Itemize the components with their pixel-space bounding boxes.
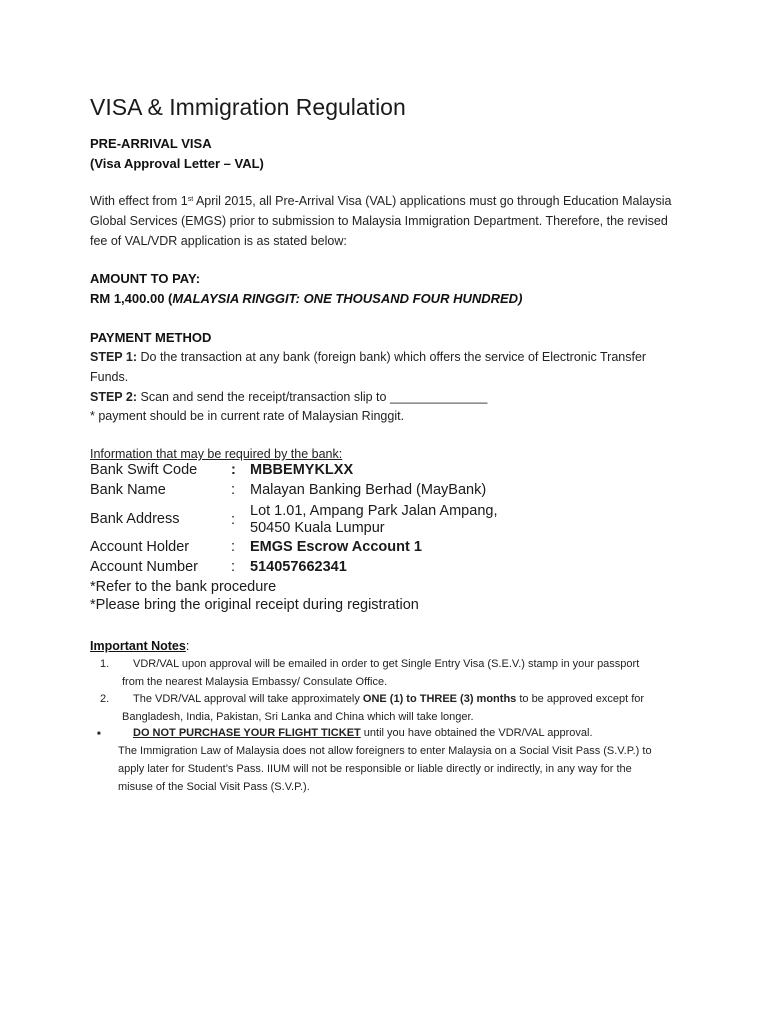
amount-value: RM 1,400.00 (MALAYSIA RINGGIT: ONE THOUSAND FOUR HUNDRED) (90, 291, 523, 306)
ordinal-suffix: st (187, 196, 194, 203)
step-2: STEP 2: Scan and send the receipt/transaction slip to ______________ (90, 390, 488, 404)
bullet-icon: ■ (97, 731, 101, 737)
intro-line-2: Global Services (EMGS) prior to submission to Malaysia Immigration Department. Therefore, the revised (90, 214, 668, 228)
intro-line-3: fee of VAL/VDR application is as stated below: (90, 234, 347, 248)
page-title: VISA & Immigration Regulation (90, 94, 406, 120)
bank-refer-note: *Refer to the bank procedure (90, 579, 277, 595)
pre-arrival-subheading: (Visa Approval Letter – VAL) (90, 156, 264, 171)
payment-note: * payment should be in current rate of Malaysian Ringgit. (90, 409, 405, 423)
amount-heading: AMOUNT TO PAY: (90, 271, 201, 286)
payment-heading: PAYMENT METHOD (90, 330, 212, 345)
important-notes-heading: Important Notes: (90, 639, 190, 653)
step-1-continued: Funds. (90, 370, 129, 384)
step-1: STEP 1: Do the transaction at any bank (foreign bank) which offers the service of Electronic Transfer (90, 350, 647, 364)
intro-line-1: With effect from 1st April 2015, all Pre-Arrival Visa (VAL) applications must go through Education Malaysia (90, 194, 672, 208)
bank-bring-note: *Please bring the original receipt during registration (90, 597, 419, 613)
important-notes-list: 1. VDR/VAL upon approval will be emailed in order to get Single Entry Visa (S.E.V.) stamp in your passport from the nearest Malaysia Embassy/ Consulate Office. 2. The VDR/VAL approval will take approximately ONE (1) to THREE (3) months to be approved except for Bangladesh, India, Pakistan, Sri Lanka and China which will take longer. ■ DO NOT PURCHASE YOUR FLIGHT TICKET until you have obtained the VDR/VAL approval. The Immigration Law of Malaysia does not allow foreigners to enter Malaysia on a Social Visit Pass (S.V.P.) to apply later for Student’s Pass. IIUM will not be responsible or liable directly or indirectly, in any way for the misuse of the Social Visit Pass (S.V.P.). (97, 658, 652, 793)
bank-info-intro: Information that may be required by the bank: (90, 447, 343, 461)
pre-arrival-heading: PRE-ARRIVAL VISA (90, 136, 212, 151)
document-page: VISA & Immigration Regulation PRE-ARRIVAL VISA (Visa Approval Letter – VAL) With effect from 1st April 2015, all Pre-Arrival Visa (VAL) applications must go through Education Malaysia Global Services (EMGS) prior to submission to Malaysia Immigration Department. Therefore, the revised fee of VAL/VDR application is as stated below: AMOUNT TO PAY: RM 1,400.00 (MALAYSIA RINGGIT: ONE THOUSAND FOUR HUNDRED) PAYMENT METHOD STEP 1: Do the transaction at any bank (foreign bank) which offers the service of Electronic Transfer Funds. STEP 2: Scan and send the receipt/transaction slip to ______________ * payment should be in current rate of Malaysian Ringgit. Information that may be required by the bank: Bank Swift Code : MBBEMYKLXX Bank Name : Malayan Banking Berhad (MayBank) Bank Address : Lot 1.01, Ampang Park Jalan Ampang, 50450 Kuala Lumpur Account Holder : EMGS Escrow Account 1 Account Number : 514057662341 *Refer to the bank procedure *Please bring the original receipt during registration Important Notes: 1. VDR/VAL upon approval will be emailed in order to get Single Entry Visa (S.E.V.) stamp in your passport from the nearest Malaysia Embassy/ Consulate Office. 2. The VDR/VAL approval will take approximately ONE (1) to THREE (3) months to be approved except for Bangladesh, India, Pakistan, Sri Lanka and China which will take longer. ■ DO NOT PURCHASE YOUR FLIGHT TICKET until you have obtained the VDR/VAL approval. The Immigration Law of Malaysia does not allow foreigners to enter Malaysia on a Social Visit Pass (S.V.P.) to apply later for Student’s Pass. IIUM will not be responsible or liable directly or indirectly, in any way for the misuse of the Social Visit Pass (S.V.P.). (0, 0, 768, 1024)
